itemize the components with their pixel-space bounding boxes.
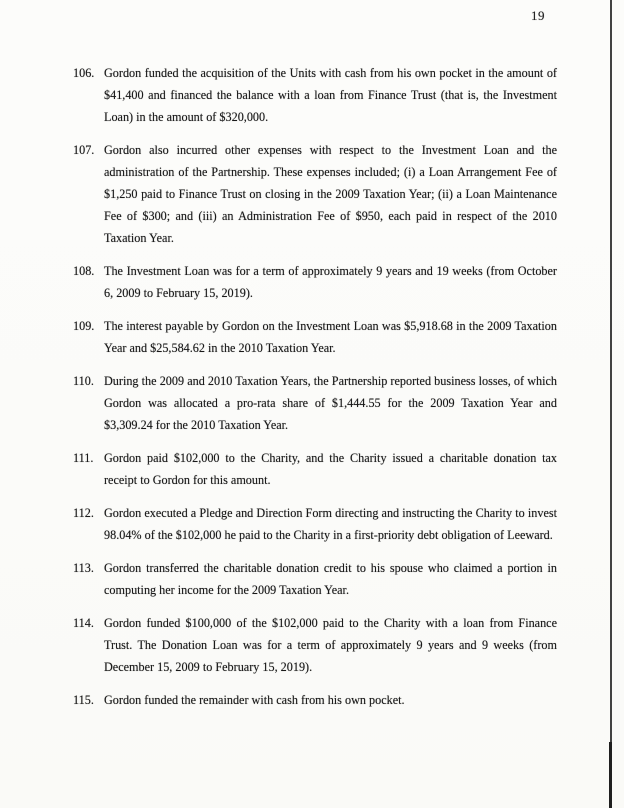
paragraph-text: Gordon funded $100,000 of the $102,000 paid to the Charity with a loan from Finance Trust. The Donation Loan was for a term of approximately 9 years and 9 weeks (from December 15, 2009 to February 15, 2019). [104, 616, 557, 674]
paragraph-number: 108. [73, 264, 95, 278]
paragraph-number: 111. [73, 451, 94, 465]
paragraph-114 [73, 612, 557, 678]
paragraph-106 [73, 62, 557, 128]
page-number: 19 [531, 8, 545, 23]
paragraph-number: 107. [73, 143, 95, 157]
paragraph-text: Gordon transferred the charitable donation credit to his spouse who claimed a portion in computing her income for the 2009 Taxation Year. [104, 561, 557, 597]
scan-edge-artifact-bottom [609, 742, 612, 808]
paragraph-109 [73, 315, 557, 359]
paragraph-text: Gordon funded the remainder with cash from his own pocket. [104, 693, 405, 707]
paragraph-number: 109. [73, 319, 95, 333]
scan-edge-artifact [610, 0, 612, 808]
paragraph-number: 110. [73, 374, 94, 388]
paragraph-107 [73, 139, 557, 249]
paragraph-text: Gordon funded the acquisition of the Units with cash from his own pocket in the amount of $41,400 and financed the balance with a loan from Finance Trust (that is, the Investment Loan) in the amount of $320,000. [104, 66, 557, 124]
paragraph-111 [73, 447, 557, 491]
paragraph-number: 115. [73, 693, 94, 707]
paragraph-text: The Investment Loan was for a term of approximately 9 years and 19 weeks (from October 6, 2009 to February 15, 2019). [104, 264, 557, 300]
paragraph-115 [73, 689, 557, 711]
paragraph-number: 114. [73, 616, 94, 630]
paragraph-text: Gordon also incurred other expenses with respect to the Investment Loan and the administration of the Partnership. These expenses included; (i) a Loan Arrangement Fee of $1,250 paid to Finance Trust on closing in the 2009 Taxation Year; (ii) a Loan Maintenance Fee of $300; and (iii) an Administration Fee of $950, each paid in respect of the 2010 Taxation Year. [104, 143, 557, 245]
paragraph-text: During the 2009 and 2010 Taxation Years, the Partnership reported business losses, of which Gordon was allocated a pro-rata share of $1,444.55 for the 2009 Taxation Year and $3,309.24 for the 2010 Taxation Year. [104, 374, 557, 432]
paragraph-112 [73, 502, 557, 546]
paragraph-text: Gordon paid $102,000 to the Charity, and the Charity issued a charitable donation tax receipt to Gordon for this amount. [104, 451, 557, 487]
paragraph-number: 112. [73, 506, 94, 520]
paragraph-113 [73, 557, 557, 601]
paragraph-number: 106. [73, 66, 95, 80]
paragraph-text: The interest payable by Gordon on the Investment Loan was $5,918.68 in the 2009 Taxation Year and $25,584.62 in the 2010 Taxation Year. [104, 319, 557, 355]
paragraph-110 [73, 370, 557, 436]
paragraph-text: Gordon executed a Pledge and Direction Form directing and instructing the Charity to invest 98.04% of the $102,000 he paid to the Charity in a first-priority debt obligation of Leeward. [104, 506, 557, 542]
paragraph-list [73, 62, 557, 722]
paragraph-108 [73, 260, 557, 304]
paragraph-number: 113. [73, 561, 94, 575]
